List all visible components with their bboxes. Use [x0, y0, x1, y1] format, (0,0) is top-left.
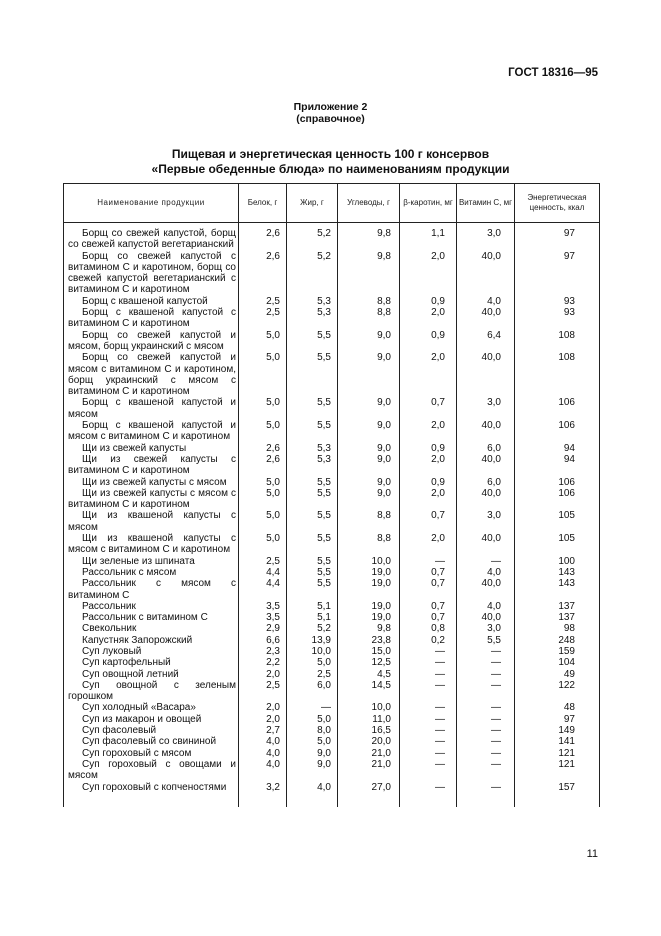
carotene-cell: 2,0 [400, 533, 457, 556]
table-row [64, 635, 600, 646]
fat-cell: 5,5 [287, 352, 338, 397]
product-name-cell: Суп картофельный [64, 657, 239, 668]
fat-cell: 5,1 [287, 612, 338, 623]
vitamin-c-cell: 4,0 [457, 296, 515, 307]
product-name-cell: Рассольник с мясом с витамином С [64, 578, 239, 601]
fat-cell: 5,0 [287, 657, 338, 668]
protein-cell: 2,5 [239, 556, 287, 567]
carotene-cell: 1,1 [400, 228, 457, 251]
vitamin-c-cell: — [457, 725, 515, 736]
protein-cell: 5,0 [239, 477, 287, 488]
protein-cell: 3,2 [239, 782, 287, 807]
protein-cell: 5,0 [239, 420, 287, 443]
vitamin-c-cell: 3,0 [457, 397, 515, 420]
table-title-line-1: Пищевая и энергетическая ценность 100 г консервов [171, 147, 490, 161]
product-name-cell: Суп овощной летний [64, 669, 239, 680]
carotene-cell: 0,7 [400, 567, 457, 578]
table-body [64, 223, 600, 807]
protein-cell: 4,0 [239, 736, 287, 747]
protein-cell: 3,5 [239, 601, 287, 612]
vitamin-c-cell: 40,0 [457, 533, 515, 556]
product-name-cell: Свекольник [64, 623, 239, 634]
vitamin-c-cell: 6,0 [457, 477, 515, 488]
carbs-cell: 20,0 [338, 736, 400, 747]
carotene-cell: 2,0 [400, 420, 457, 443]
fat-cell: 5,2 [287, 623, 338, 634]
vitamin-c-cell: 4,0 [457, 567, 515, 578]
vitamin-c-cell: — [457, 736, 515, 747]
protein-cell: 2,6 [239, 228, 287, 251]
column-header-carotene: β-каротин, мг [400, 184, 457, 223]
carotene-cell: — [400, 680, 457, 703]
table-row [64, 736, 600, 747]
fat-cell: 4,0 [287, 782, 338, 807]
table-row [64, 714, 600, 725]
vitamin-c-cell: — [457, 680, 515, 703]
column-header-carbs: Углеводы, г [338, 184, 400, 223]
carbs-cell: 16,5 [338, 725, 400, 736]
carbs-cell: 23,8 [338, 635, 400, 646]
protein-cell: 5,0 [239, 352, 287, 397]
energy-cell: 121 [515, 748, 600, 759]
energy-cell: 137 [515, 612, 600, 623]
carotene-cell: — [400, 782, 457, 807]
protein-cell: 2,0 [239, 702, 287, 713]
carotene-cell: — [400, 657, 457, 668]
energy-cell: 93 [515, 296, 600, 307]
table-row [64, 725, 600, 736]
carbs-cell: 9,0 [338, 420, 400, 443]
product-name-cell: Суп овощной с зеленым горошком [64, 680, 239, 703]
carotene-cell: 2,0 [400, 352, 457, 397]
table-title [0, 147, 661, 176]
fat-cell: 5,5 [287, 420, 338, 443]
table-row [64, 307, 600, 330]
fat-cell: 10,0 [287, 646, 338, 657]
energy-cell: 105 [515, 533, 600, 556]
carotene-cell: 0,9 [400, 477, 457, 488]
vitamin-c-cell: 4,0 [457, 601, 515, 612]
table-row [64, 556, 600, 567]
fat-cell: 9,0 [287, 759, 338, 782]
appendix-heading [0, 101, 661, 125]
carotene-cell: 2,0 [400, 251, 457, 296]
carbs-cell: 21,0 [338, 748, 400, 759]
column-header-energy: Энергетическая ценность, ккал [515, 184, 600, 223]
carbs-cell: 4,5 [338, 669, 400, 680]
vitamin-c-cell: — [457, 714, 515, 725]
table-row [64, 251, 600, 296]
vitamin-c-cell: 40,0 [457, 251, 515, 296]
table-row [64, 397, 600, 420]
protein-cell: 2,0 [239, 714, 287, 725]
carbs-cell: 9,0 [338, 443, 400, 454]
product-name-cell: Щи зеленые из шпината [64, 556, 239, 567]
protein-cell: 2,0 [239, 669, 287, 680]
vitamin-c-cell: 40,0 [457, 578, 515, 601]
energy-cell: 106 [515, 477, 600, 488]
carbs-cell: 19,0 [338, 601, 400, 612]
energy-cell: 137 [515, 601, 600, 612]
energy-cell: 157 [515, 782, 600, 807]
carbs-cell: 10,0 [338, 556, 400, 567]
table-row [64, 782, 600, 807]
vitamin-c-cell: 3,0 [457, 623, 515, 634]
product-name-cell: Рассольник с мясом [64, 567, 239, 578]
fat-cell: 5,2 [287, 228, 338, 251]
table-header-row [64, 184, 600, 223]
carbs-cell: 9,0 [338, 352, 400, 397]
carotene-cell: — [400, 702, 457, 713]
vitamin-c-cell: — [457, 748, 515, 759]
vitamin-c-cell: — [457, 556, 515, 567]
product-name-cell: Суп гороховый с копченостями [64, 782, 239, 807]
energy-cell: 97 [515, 251, 600, 296]
vitamin-c-cell: 40,0 [457, 612, 515, 623]
product-name-cell: Щи из свежей капусты с мясом [64, 477, 239, 488]
protein-cell: 4,0 [239, 748, 287, 759]
product-name-cell: Щи из свежей капусты с витамином С и каротином [64, 454, 239, 477]
table-row [64, 623, 600, 634]
product-name-cell: Борщ со свежей капустой и мясом с витамином С и каротином, борщ украинский с мясом с витамином С и каротином [64, 352, 239, 397]
vitamin-c-cell: 3,0 [457, 510, 515, 533]
energy-cell: 159 [515, 646, 600, 657]
carotene-cell: — [400, 556, 457, 567]
table-row [64, 578, 600, 601]
carotene-cell: 0,9 [400, 443, 457, 454]
vitamin-c-cell: — [457, 646, 515, 657]
table-title-line-2: «Первые обеденные блюда» по наименованиям продукции [151, 161, 510, 176]
carbs-cell: 19,0 [338, 567, 400, 578]
carbs-cell: 19,0 [338, 612, 400, 623]
fat-cell: 5,2 [287, 251, 338, 296]
protein-cell: 2,5 [239, 680, 287, 703]
product-name-cell: Борщ со свежей капустой, борщ со свежей капустой вегетарианский [64, 228, 239, 251]
protein-cell: 2,6 [239, 251, 287, 296]
table-row [64, 567, 600, 578]
page-number: 11 [586, 848, 598, 860]
product-name-cell: Борщ со свежей капустой и мясом, борщ украинский с мясом [64, 330, 239, 353]
energy-cell: 108 [515, 352, 600, 397]
carotene-cell: — [400, 748, 457, 759]
fat-cell: 5,5 [287, 578, 338, 601]
product-name-cell: Борщ с квашеной капустой и мясом с витамином С и каротином [64, 420, 239, 443]
protein-cell: 2,3 [239, 646, 287, 657]
fat-cell: 5,5 [287, 567, 338, 578]
fat-cell: 5,3 [287, 454, 338, 477]
table-row [64, 330, 600, 353]
product-name-cell: Суп гороховый с мясом [64, 748, 239, 759]
vitamin-c-cell: 40,0 [457, 352, 515, 397]
table-row [64, 296, 600, 307]
table-row [64, 601, 600, 612]
energy-cell: 106 [515, 488, 600, 511]
fat-cell: 5,5 [287, 330, 338, 353]
carotene-cell: 0,9 [400, 330, 457, 353]
table-row [64, 646, 600, 657]
fat-cell: 5,1 [287, 601, 338, 612]
table-row [64, 352, 600, 397]
protein-cell: 2,6 [239, 454, 287, 477]
product-name-cell: Суп гороховый с овощами и мясом [64, 759, 239, 782]
carbs-cell: 9,8 [338, 623, 400, 634]
protein-cell: 2,7 [239, 725, 287, 736]
fat-cell: 5,5 [287, 510, 338, 533]
carbs-cell: 9,8 [338, 228, 400, 251]
fat-cell: 5,3 [287, 443, 338, 454]
fat-cell: 5,5 [287, 477, 338, 488]
carbs-cell: 12,5 [338, 657, 400, 668]
vitamin-c-cell: — [457, 702, 515, 713]
vitamin-c-cell: 40,0 [457, 420, 515, 443]
table-row [64, 510, 600, 533]
energy-cell: 100 [515, 556, 600, 567]
carotene-cell: 2,0 [400, 454, 457, 477]
product-name-cell: Борщ с квашеной капустой [64, 296, 239, 307]
energy-cell: 141 [515, 736, 600, 747]
carotene-cell: 0,7 [400, 578, 457, 601]
protein-cell: 2,2 [239, 657, 287, 668]
table-row [64, 477, 600, 488]
carbs-cell: 15,0 [338, 646, 400, 657]
fat-cell: 13,9 [287, 635, 338, 646]
product-name-cell: Борщ со свежей капустой с витамином С и каротином, борщ со свежей капустой вегетарианский с витамином С и каротином [64, 251, 239, 296]
protein-cell: 2,6 [239, 443, 287, 454]
fat-cell: 5,0 [287, 714, 338, 725]
energy-cell: 94 [515, 443, 600, 454]
energy-cell: 143 [515, 567, 600, 578]
carotene-cell: 0,7 [400, 397, 457, 420]
fat-cell: — [287, 702, 338, 713]
table-row [64, 680, 600, 703]
table-row [64, 657, 600, 668]
carotene-cell: — [400, 669, 457, 680]
carotene-cell: 2,0 [400, 307, 457, 330]
protein-cell: 5,0 [239, 533, 287, 556]
vitamin-c-cell: 6,0 [457, 443, 515, 454]
protein-cell: 4,0 [239, 759, 287, 782]
document-id: ГОСТ 18316—95 [508, 67, 598, 79]
carbs-cell: 9,0 [338, 397, 400, 420]
carotene-cell: 0,2 [400, 635, 457, 646]
table-row [64, 228, 600, 251]
vitamin-c-cell: — [457, 669, 515, 680]
carotene-cell: — [400, 725, 457, 736]
protein-cell: 5,0 [239, 330, 287, 353]
product-name-cell: Суп холодный «Васара» [64, 702, 239, 713]
table-row [64, 612, 600, 623]
vitamin-c-cell: — [457, 759, 515, 782]
energy-cell: 97 [515, 714, 600, 725]
carotene-cell: — [400, 759, 457, 782]
protein-cell: 2,5 [239, 296, 287, 307]
carbs-cell: 9,0 [338, 477, 400, 488]
vitamin-c-cell: 6,4 [457, 330, 515, 353]
energy-cell: 122 [515, 680, 600, 703]
fat-cell: 5,3 [287, 307, 338, 330]
fat-cell: 5,0 [287, 736, 338, 747]
carbs-cell: 27,0 [338, 782, 400, 807]
protein-cell: 5,0 [239, 488, 287, 511]
carbs-cell: 21,0 [338, 759, 400, 782]
vitamin-c-cell: — [457, 782, 515, 807]
fat-cell: 5,5 [287, 488, 338, 511]
energy-cell: 98 [515, 623, 600, 634]
energy-cell: 248 [515, 635, 600, 646]
column-header-name: Наименование продукции [64, 184, 239, 223]
table-row [64, 702, 600, 713]
energy-cell: 121 [515, 759, 600, 782]
appendix-type: (справочное) [296, 113, 365, 125]
table-row [64, 420, 600, 443]
protein-cell: 4,4 [239, 578, 287, 601]
carotene-cell: 0,8 [400, 623, 457, 634]
energy-cell: 105 [515, 510, 600, 533]
product-name-cell: Рассольник с витамином С [64, 612, 239, 623]
carbs-cell: 8,8 [338, 533, 400, 556]
fat-cell: 5,5 [287, 556, 338, 567]
product-name-cell: Щи из квашеной капусты с мясом [64, 510, 239, 533]
energy-cell: 104 [515, 657, 600, 668]
energy-cell: 143 [515, 578, 600, 601]
table-row [64, 533, 600, 556]
table-row [64, 748, 600, 759]
table-row [64, 454, 600, 477]
energy-cell: 108 [515, 330, 600, 353]
carbs-cell: 9,0 [338, 454, 400, 477]
protein-cell: 2,5 [239, 307, 287, 330]
carbs-cell: 9,0 [338, 330, 400, 353]
product-name-cell: Суп фасолевый со свининой [64, 736, 239, 747]
product-name-cell: Суп из макарон и овощей [64, 714, 239, 725]
energy-cell: 106 [515, 397, 600, 420]
protein-cell: 6,6 [239, 635, 287, 646]
vitamin-c-cell: 3,0 [457, 228, 515, 251]
energy-cell: 97 [515, 228, 600, 251]
carbs-cell: 9,0 [338, 488, 400, 511]
vitamin-c-cell: — [457, 657, 515, 668]
energy-cell: 149 [515, 725, 600, 736]
energy-cell: 48 [515, 702, 600, 713]
protein-cell: 3,5 [239, 612, 287, 623]
protein-cell: 4,4 [239, 567, 287, 578]
vitamin-c-cell: 40,0 [457, 454, 515, 477]
table-row [64, 669, 600, 680]
vitamin-c-cell: 40,0 [457, 488, 515, 511]
product-name-cell: Борщ с квашеной капустой с витамином С и каротином [64, 307, 239, 330]
carbs-cell: 19,0 [338, 578, 400, 601]
carbs-cell: 11,0 [338, 714, 400, 725]
carotene-cell: — [400, 714, 457, 725]
product-name-cell: Щи из свежей капусты с мясом с витамином С и каротином [64, 488, 239, 511]
protein-cell: 5,0 [239, 397, 287, 420]
energy-cell: 94 [515, 454, 600, 477]
vitamin-c-cell: 40,0 [457, 307, 515, 330]
carbs-cell: 8,8 [338, 307, 400, 330]
protein-cell: 2,9 [239, 623, 287, 634]
carbs-cell: 8,8 [338, 510, 400, 533]
energy-cell: 93 [515, 307, 600, 330]
energy-cell: 49 [515, 669, 600, 680]
carotene-cell: 2,0 [400, 488, 457, 511]
carotene-cell: 0,9 [400, 296, 457, 307]
carotene-cell: 0,7 [400, 601, 457, 612]
carbs-cell: 10,0 [338, 702, 400, 713]
protein-cell: 5,0 [239, 510, 287, 533]
appendix-label: Приложение 2 [293, 101, 368, 113]
column-header-protein: Белок, г [239, 184, 287, 223]
carotene-cell: — [400, 646, 457, 657]
energy-cell: 106 [515, 420, 600, 443]
product-name-cell: Щи из свежей капусты [64, 443, 239, 454]
product-name-cell: Рассольник [64, 601, 239, 612]
carbs-cell: 9,8 [338, 251, 400, 296]
carotene-cell: 0,7 [400, 612, 457, 623]
product-name-cell: Борщ с квашеной капустой и мясом [64, 397, 239, 420]
fat-cell: 5,5 [287, 533, 338, 556]
fat-cell: 5,5 [287, 397, 338, 420]
product-name-cell: Суп луковый [64, 646, 239, 657]
fat-cell: 2,5 [287, 669, 338, 680]
fat-cell: 6,0 [287, 680, 338, 703]
table-row [64, 759, 600, 782]
table-row [64, 443, 600, 454]
fat-cell: 5,3 [287, 296, 338, 307]
product-name-cell: Капустняк Запорожский [64, 635, 239, 646]
fat-cell: 8,0 [287, 725, 338, 736]
column-header-vitamin-c: Витамин С, мг [457, 184, 515, 223]
table-row [64, 488, 600, 511]
product-name-cell: Суп фасолевый [64, 725, 239, 736]
vitamin-c-cell: 5,5 [457, 635, 515, 646]
product-name-cell: Щи из квашеной капусты с мясом с витамином С и каротином [64, 533, 239, 556]
carbs-cell: 8,8 [338, 296, 400, 307]
column-header-fat: Жир, г [287, 184, 338, 223]
nutrition-table [63, 183, 600, 807]
carbs-cell: 14,5 [338, 680, 400, 703]
carotene-cell: 0,7 [400, 510, 457, 533]
fat-cell: 9,0 [287, 748, 338, 759]
carotene-cell: — [400, 736, 457, 747]
